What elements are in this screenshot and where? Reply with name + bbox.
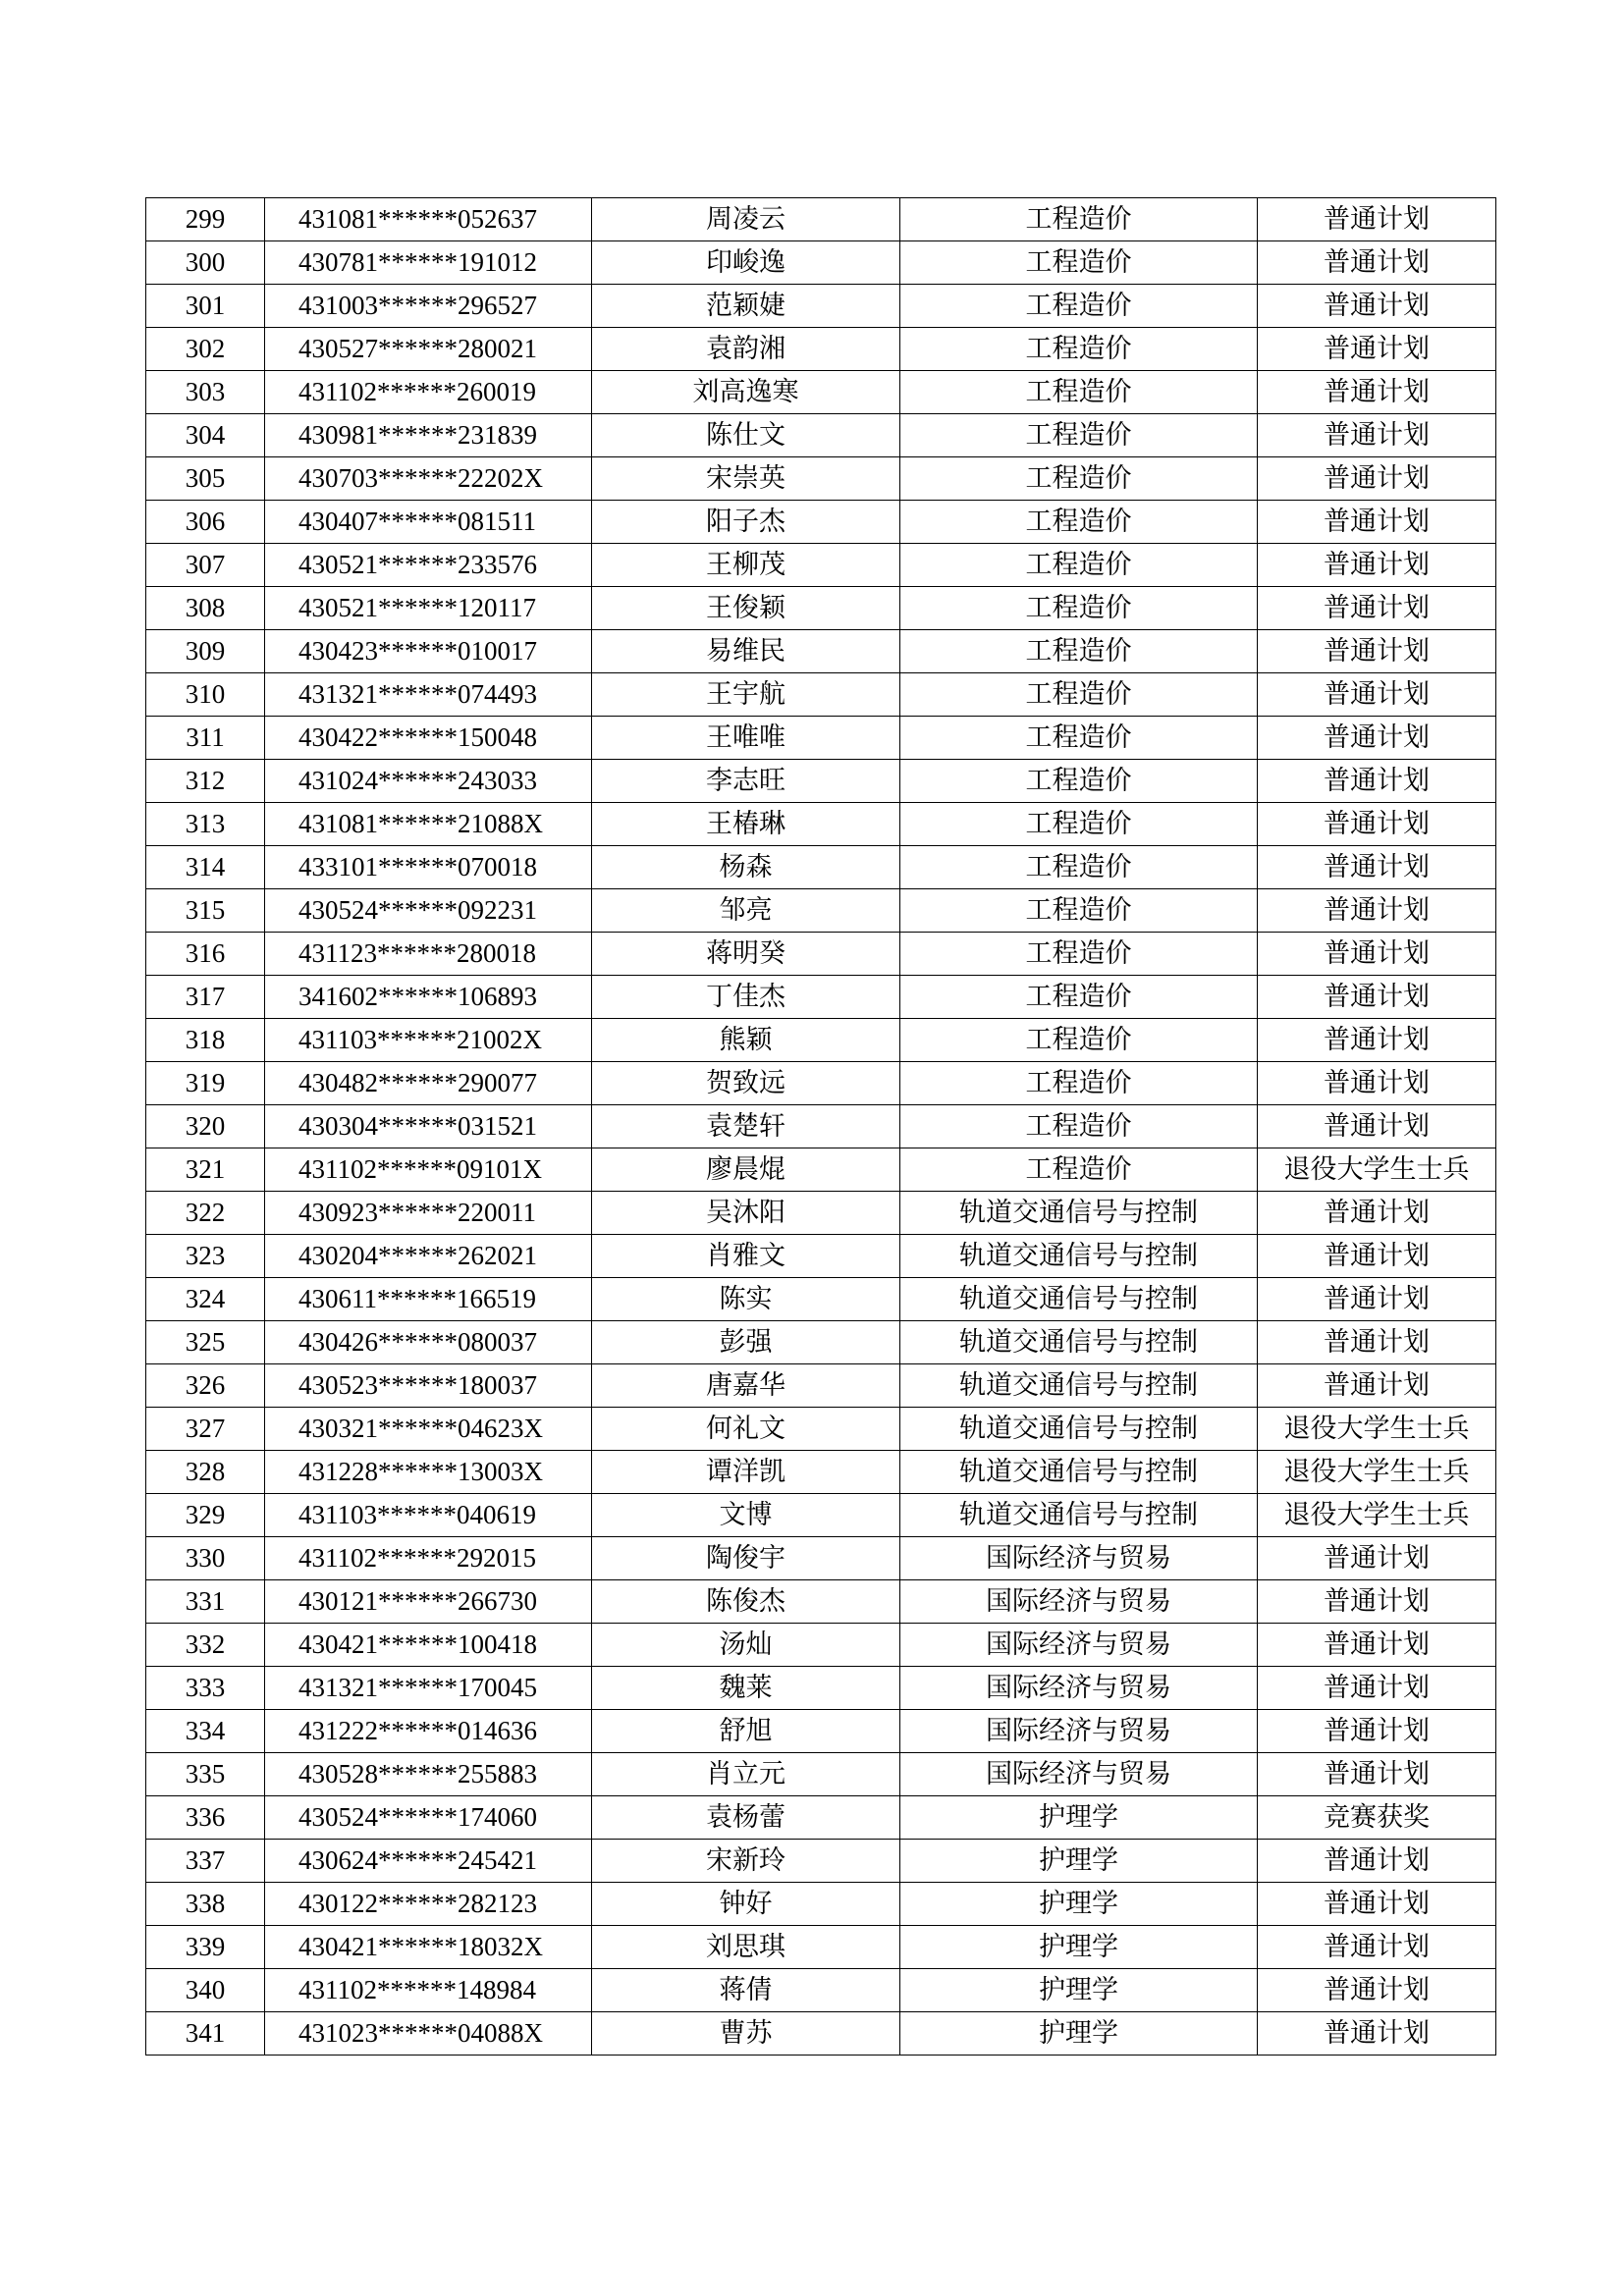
table-row <box>146 544 1496 587</box>
student-name: 王唯唯 <box>592 717 900 760</box>
major-name: 工程造价 <box>900 630 1258 673</box>
table-row <box>146 1753 1496 1796</box>
student-name: 彭强 <box>592 1321 900 1364</box>
id-number: 430523******180037 <box>265 1364 592 1408</box>
student-name: 蒋倩 <box>592 1969 900 2012</box>
student-name: 陈仕文 <box>592 414 900 457</box>
table-row <box>146 846 1496 889</box>
admission-plan: 退役大学生士兵 <box>1258 1408 1496 1451</box>
row-number: 306 <box>146 501 265 544</box>
admission-plan: 退役大学生士兵 <box>1258 1451 1496 1494</box>
major-name: 轨道交通信号与控制 <box>900 1321 1258 1364</box>
major-name: 工程造价 <box>900 371 1258 414</box>
major-name: 国际经济与贸易 <box>900 1710 1258 1753</box>
row-number: 318 <box>146 1019 265 1062</box>
admission-plan: 普通计划 <box>1258 1624 1496 1667</box>
major-name: 工程造价 <box>900 976 1258 1019</box>
admission-plan: 普通计划 <box>1258 457 1496 501</box>
table-row <box>146 457 1496 501</box>
id-number: 431103******21002X <box>265 1019 592 1062</box>
student-name: 吴沐阳 <box>592 1192 900 1235</box>
table-row <box>146 198 1496 241</box>
row-number: 327 <box>146 1408 265 1451</box>
major-name: 轨道交通信号与控制 <box>900 1451 1258 1494</box>
major-name: 国际经济与贸易 <box>900 1537 1258 1580</box>
id-number: 430482******290077 <box>265 1062 592 1105</box>
major-name: 工程造价 <box>900 1019 1258 1062</box>
admission-plan: 普通计划 <box>1258 1321 1496 1364</box>
major-name: 工程造价 <box>900 717 1258 760</box>
id-number: 431102******260019 <box>265 371 592 414</box>
student-name: 陶俊宇 <box>592 1537 900 1580</box>
table-row <box>146 760 1496 803</box>
row-number: 307 <box>146 544 265 587</box>
table-row <box>146 1278 1496 1321</box>
table-row <box>146 1019 1496 1062</box>
major-name: 工程造价 <box>900 760 1258 803</box>
admission-plan: 普通计划 <box>1258 241 1496 285</box>
table-row <box>146 1148 1496 1192</box>
id-number: 430703******22202X <box>265 457 592 501</box>
id-number: 341602******106893 <box>265 976 592 1019</box>
student-name: 易维民 <box>592 630 900 673</box>
id-number: 431228******13003X <box>265 1451 592 1494</box>
id-number: 430122******282123 <box>265 1883 592 1926</box>
row-number: 337 <box>146 1840 265 1883</box>
admission-plan: 普通计划 <box>1258 803 1496 846</box>
table-row <box>146 1840 1496 1883</box>
admission-plan: 普通计划 <box>1258 2012 1496 2056</box>
major-name: 轨道交通信号与控制 <box>900 1192 1258 1235</box>
admission-plan: 普通计划 <box>1258 846 1496 889</box>
id-number: 431102******09101X <box>265 1148 592 1192</box>
student-name: 王宇航 <box>592 673 900 717</box>
table-row <box>146 1408 1496 1451</box>
row-number: 329 <box>146 1494 265 1537</box>
major-name: 国际经济与贸易 <box>900 1667 1258 1710</box>
id-number: 430204******262021 <box>265 1235 592 1278</box>
admission-plan: 普通计划 <box>1258 1235 1496 1278</box>
table-row <box>146 1624 1496 1667</box>
major-name: 工程造价 <box>900 544 1258 587</box>
row-number: 328 <box>146 1451 265 1494</box>
major-name: 工程造价 <box>900 457 1258 501</box>
id-number: 430981******231839 <box>265 414 592 457</box>
admission-plan: 普通计划 <box>1258 760 1496 803</box>
table-row <box>146 1580 1496 1624</box>
major-name: 轨道交通信号与控制 <box>900 1494 1258 1537</box>
id-number: 431321******170045 <box>265 1667 592 1710</box>
major-name: 工程造价 <box>900 1105 1258 1148</box>
table-row <box>146 1710 1496 1753</box>
table-row <box>146 1105 1496 1148</box>
row-number: 339 <box>146 1926 265 1969</box>
id-number: 430426******080037 <box>265 1321 592 1364</box>
row-number: 309 <box>146 630 265 673</box>
admission-plan: 竞赛获奖 <box>1258 1796 1496 1840</box>
row-number: 334 <box>146 1710 265 1753</box>
id-number: 430421******100418 <box>265 1624 592 1667</box>
admission-plan: 普通计划 <box>1258 717 1496 760</box>
student-name: 袁杨蕾 <box>592 1796 900 1840</box>
table-row <box>146 501 1496 544</box>
row-number: 331 <box>146 1580 265 1624</box>
table-row <box>146 889 1496 933</box>
row-number: 330 <box>146 1537 265 1580</box>
student-name: 肖雅文 <box>592 1235 900 1278</box>
student-name: 袁楚轩 <box>592 1105 900 1148</box>
admission-plan: 普通计划 <box>1258 1969 1496 2012</box>
id-number: 430304******031521 <box>265 1105 592 1148</box>
table-row <box>146 1969 1496 2012</box>
major-name: 护理学 <box>900 1883 1258 1926</box>
admission-plan: 普通计划 <box>1258 889 1496 933</box>
admission-plan: 普通计划 <box>1258 1105 1496 1148</box>
admission-plan: 普通计划 <box>1258 198 1496 241</box>
student-name: 谭洋凯 <box>592 1451 900 1494</box>
table-row <box>146 1321 1496 1364</box>
student-name: 范颖婕 <box>592 285 900 328</box>
major-name: 轨道交通信号与控制 <box>900 1235 1258 1278</box>
table-row <box>146 1192 1496 1235</box>
student-name: 丁佳杰 <box>592 976 900 1019</box>
student-name: 刘高逸寒 <box>592 371 900 414</box>
row-number: 305 <box>146 457 265 501</box>
major-name: 国际经济与贸易 <box>900 1753 1258 1796</box>
roster-table <box>145 197 1496 2056</box>
table-row <box>146 803 1496 846</box>
row-number: 300 <box>146 241 265 285</box>
admission-plan: 普通计划 <box>1258 414 1496 457</box>
major-name: 护理学 <box>900 1796 1258 1840</box>
major-name: 工程造价 <box>900 328 1258 371</box>
student-name: 唐嘉华 <box>592 1364 900 1408</box>
student-name: 熊颖 <box>592 1019 900 1062</box>
id-number: 431003******296527 <box>265 285 592 328</box>
id-number: 431024******243033 <box>265 760 592 803</box>
major-name: 工程造价 <box>900 587 1258 630</box>
table-row <box>146 285 1496 328</box>
row-number: 311 <box>146 717 265 760</box>
admission-plan: 普通计划 <box>1258 1019 1496 1062</box>
id-number: 430321******04623X <box>265 1408 592 1451</box>
student-name: 蒋明癸 <box>592 933 900 976</box>
student-name: 印峻逸 <box>592 241 900 285</box>
student-name: 杨森 <box>592 846 900 889</box>
major-name: 工程造价 <box>900 414 1258 457</box>
admission-plan: 普通计划 <box>1258 1580 1496 1624</box>
row-number: 302 <box>146 328 265 371</box>
major-name: 轨道交通信号与控制 <box>900 1408 1258 1451</box>
row-number: 315 <box>146 889 265 933</box>
id-number: 430527******280021 <box>265 328 592 371</box>
admission-plan: 普通计划 <box>1258 1883 1496 1926</box>
admission-plan: 普通计划 <box>1258 1537 1496 1580</box>
major-name: 护理学 <box>900 1840 1258 1883</box>
student-name: 王柳茂 <box>592 544 900 587</box>
student-name: 邹亮 <box>592 889 900 933</box>
admission-plan: 普通计划 <box>1258 285 1496 328</box>
major-name: 工程造价 <box>900 933 1258 976</box>
major-name: 护理学 <box>900 1926 1258 1969</box>
id-number: 430422******150048 <box>265 717 592 760</box>
admission-plan: 普通计划 <box>1258 673 1496 717</box>
major-name: 国际经济与贸易 <box>900 1624 1258 1667</box>
row-number: 321 <box>146 1148 265 1192</box>
table-row <box>146 1451 1496 1494</box>
table-row <box>146 1235 1496 1278</box>
row-number: 304 <box>146 414 265 457</box>
id-number: 430121******266730 <box>265 1580 592 1624</box>
row-number: 326 <box>146 1364 265 1408</box>
id-number: 431222******014636 <box>265 1710 592 1753</box>
row-number: 308 <box>146 587 265 630</box>
student-name: 宋新玲 <box>592 1840 900 1883</box>
row-number: 299 <box>146 198 265 241</box>
table-row <box>146 630 1496 673</box>
row-number: 332 <box>146 1624 265 1667</box>
row-number: 322 <box>146 1192 265 1235</box>
student-name: 钟好 <box>592 1883 900 1926</box>
row-number: 312 <box>146 760 265 803</box>
row-number: 341 <box>146 2012 265 2056</box>
row-number: 301 <box>146 285 265 328</box>
table-row <box>146 328 1496 371</box>
id-number: 430781******191012 <box>265 241 592 285</box>
id-number: 431081******052637 <box>265 198 592 241</box>
student-name: 刘思琪 <box>592 1926 900 1969</box>
table-row <box>146 1364 1496 1408</box>
row-number: 323 <box>146 1235 265 1278</box>
id-number: 430421******18032X <box>265 1926 592 1969</box>
row-number: 335 <box>146 1753 265 1796</box>
table-row <box>146 587 1496 630</box>
table-row <box>146 976 1496 1019</box>
student-name: 汤灿 <box>592 1624 900 1667</box>
student-name: 曹苏 <box>592 2012 900 2056</box>
id-number: 431102******292015 <box>265 1537 592 1580</box>
id-number: 430923******220011 <box>265 1192 592 1235</box>
table-row <box>146 1796 1496 1840</box>
roster-table-body <box>146 198 1496 2056</box>
row-number: 324 <box>146 1278 265 1321</box>
admission-plan: 普通计划 <box>1258 1667 1496 1710</box>
id-number: 430407******081511 <box>265 501 592 544</box>
id-number: 431102******148984 <box>265 1969 592 2012</box>
table-row <box>146 2012 1496 2056</box>
admission-plan: 普通计划 <box>1258 544 1496 587</box>
student-name: 宋崇英 <box>592 457 900 501</box>
table-row <box>146 717 1496 760</box>
student-name: 王俊颖 <box>592 587 900 630</box>
admission-plan: 退役大学生士兵 <box>1258 1494 1496 1537</box>
admission-plan: 普通计划 <box>1258 1840 1496 1883</box>
student-name: 李志旺 <box>592 760 900 803</box>
admission-plan: 普通计划 <box>1258 328 1496 371</box>
table-row <box>146 933 1496 976</box>
row-number: 340 <box>146 1969 265 2012</box>
student-name: 何礼文 <box>592 1408 900 1451</box>
table-row <box>146 1926 1496 1969</box>
major-name: 护理学 <box>900 1969 1258 2012</box>
admission-plan: 普通计划 <box>1258 1753 1496 1796</box>
major-name: 护理学 <box>900 2012 1258 2056</box>
student-name: 周凌云 <box>592 198 900 241</box>
row-number: 333 <box>146 1667 265 1710</box>
table-row <box>146 1537 1496 1580</box>
major-name: 轨道交通信号与控制 <box>900 1364 1258 1408</box>
admission-plan: 普通计划 <box>1258 1710 1496 1753</box>
student-name: 陈俊杰 <box>592 1580 900 1624</box>
id-number: 430524******092231 <box>265 889 592 933</box>
major-name: 工程造价 <box>900 241 1258 285</box>
student-name: 舒旭 <box>592 1710 900 1753</box>
admission-plan: 普通计划 <box>1258 1192 1496 1235</box>
student-name: 王椿琳 <box>592 803 900 846</box>
admission-plan: 退役大学生士兵 <box>1258 1148 1496 1192</box>
table-row <box>146 371 1496 414</box>
row-number: 325 <box>146 1321 265 1364</box>
table-row <box>146 414 1496 457</box>
id-number: 433101******070018 <box>265 846 592 889</box>
id-number: 431081******21088X <box>265 803 592 846</box>
id-number: 430624******245421 <box>265 1840 592 1883</box>
major-name: 工程造价 <box>900 673 1258 717</box>
id-number: 431321******074493 <box>265 673 592 717</box>
major-name: 轨道交通信号与控制 <box>900 1278 1258 1321</box>
student-name: 袁韵湘 <box>592 328 900 371</box>
major-name: 工程造价 <box>900 501 1258 544</box>
admission-plan: 普通计划 <box>1258 1062 1496 1105</box>
major-name: 工程造价 <box>900 889 1258 933</box>
table-row <box>146 1667 1496 1710</box>
admission-plan: 普通计划 <box>1258 630 1496 673</box>
major-name: 国际经济与贸易 <box>900 1580 1258 1624</box>
major-name: 工程造价 <box>900 198 1258 241</box>
id-number: 430611******166519 <box>265 1278 592 1321</box>
admission-plan: 普通计划 <box>1258 976 1496 1019</box>
student-name: 贺致远 <box>592 1062 900 1105</box>
admission-plan: 普通计划 <box>1258 587 1496 630</box>
id-number: 430521******120117 <box>265 587 592 630</box>
table-row <box>146 1494 1496 1537</box>
major-name: 工程造价 <box>900 846 1258 889</box>
id-number: 431023******04088X <box>265 2012 592 2056</box>
row-number: 313 <box>146 803 265 846</box>
student-name: 魏莱 <box>592 1667 900 1710</box>
id-number: 431123******280018 <box>265 933 592 976</box>
major-name: 工程造价 <box>900 285 1258 328</box>
id-number: 430524******174060 <box>265 1796 592 1840</box>
major-name: 工程造价 <box>900 1062 1258 1105</box>
admission-plan: 普通计划 <box>1258 501 1496 544</box>
student-name: 阳子杰 <box>592 501 900 544</box>
row-number: 314 <box>146 846 265 889</box>
student-name: 廖晨焜 <box>592 1148 900 1192</box>
admission-plan: 普通计划 <box>1258 1364 1496 1408</box>
id-number: 430521******233576 <box>265 544 592 587</box>
row-number: 303 <box>146 371 265 414</box>
id-number: 430528******255883 <box>265 1753 592 1796</box>
student-name: 陈实 <box>592 1278 900 1321</box>
row-number: 320 <box>146 1105 265 1148</box>
admission-plan: 普通计划 <box>1258 933 1496 976</box>
id-number: 431103******040619 <box>265 1494 592 1537</box>
table-row <box>146 241 1496 285</box>
admission-plan: 普通计划 <box>1258 371 1496 414</box>
major-name: 工程造价 <box>900 803 1258 846</box>
major-name: 工程造价 <box>900 1148 1258 1192</box>
row-number: 316 <box>146 933 265 976</box>
row-number: 336 <box>146 1796 265 1840</box>
table-row <box>146 1883 1496 1926</box>
row-number: 310 <box>146 673 265 717</box>
row-number: 338 <box>146 1883 265 1926</box>
student-name: 肖立元 <box>592 1753 900 1796</box>
row-number: 317 <box>146 976 265 1019</box>
row-number: 319 <box>146 1062 265 1105</box>
student-name: 文博 <box>592 1494 900 1537</box>
admission-plan: 普通计划 <box>1258 1278 1496 1321</box>
id-number: 430423******010017 <box>265 630 592 673</box>
admission-plan: 普通计划 <box>1258 1926 1496 1969</box>
table-row <box>146 673 1496 717</box>
table-row <box>146 1062 1496 1105</box>
